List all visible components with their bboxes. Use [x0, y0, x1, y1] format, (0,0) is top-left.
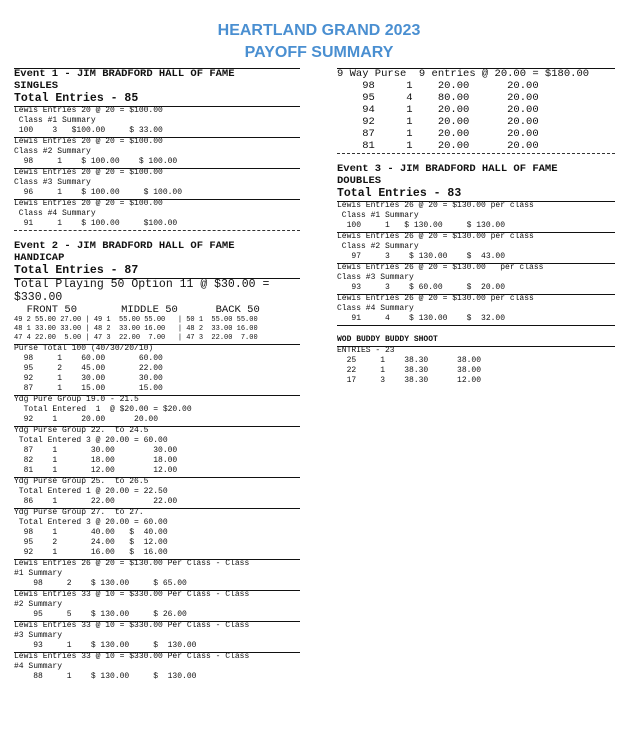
- text-line: 95 4 80.00 20.00: [337, 92, 539, 104]
- text-line: 98 1 20.00 20.00: [337, 80, 539, 92]
- text-line: #3 Summary: [14, 631, 63, 640]
- text-line: Class #1 Summary: [337, 211, 419, 220]
- text-line: Lewis Entries 33 @ 10 = $330.00 Per Class - Class: [14, 621, 300, 632]
- event-1-heading: Event 1 - JIM BRADFORD HALL OF FAME: [14, 68, 300, 81]
- text-line: 97 3 $ 130.00 $ 43.00: [337, 252, 506, 261]
- text-line: 98 1 40.00 $ 40.00: [14, 528, 168, 537]
- text-line: Class #3 Summary: [14, 178, 91, 187]
- document-title: HEARTLAND GRAND 2023: [217, 22, 421, 39]
- text-line: 92 1 30.00 30.00: [14, 374, 163, 383]
- text-line: Ydg Purse Group 22. to 24.5: [14, 426, 300, 437]
- text-line: Purse Total 100 (40/30/20/10): [14, 344, 300, 355]
- text-line: Lewis Entries 33 @ 10 = $330.00 Per Class - Class: [14, 590, 300, 601]
- text-line: 100 1 $ 130.00 $ 130.00: [337, 221, 506, 230]
- text-line: 100 3 $100.00 $ 33.00: [14, 126, 163, 135]
- text-line: #1 Summary: [14, 569, 63, 578]
- text-line: 87 1 15.00 15.00: [14, 384, 163, 393]
- text-line: 94 1 20.00 20.00: [337, 104, 539, 116]
- text-line: Lewis Entries 26 @ 20 = $130.00 per class: [337, 294, 615, 305]
- text-line: Lewis Entries 26 @ 20 = $130.00 per class: [337, 232, 615, 243]
- text-line: 47 4 22.00 5.00 | 47 3 22.00 7.00 | 47 3 22.00 7.00: [14, 334, 258, 342]
- text-line: 25 1 38.30 38.00: [337, 356, 482, 365]
- text-line: #4 Summary: [14, 662, 63, 671]
- text-line: Lewis Entries 26 @ 20 = $130.00 per class: [337, 201, 615, 212]
- text-line: Lewis Entries 33 @ 10 = $330.00 Per Class - Class: [14, 652, 300, 663]
- text-line: 87 1 20.00 20.00: [337, 128, 539, 140]
- event-2-heading: Event 2 - JIM BRADFORD HALL OF FAME: [14, 240, 235, 252]
- text-line: 96 1 $ 100.00 $ 100.00: [14, 188, 183, 197]
- text-line: Class #2 Summary: [14, 147, 91, 156]
- text-line: Total Entered 1 @ $20.00 = $20.00: [14, 405, 192, 414]
- text-line: Class #2 Summary: [337, 242, 419, 251]
- text-line: Lewis Entries 20 @ 20 = $100.00: [14, 106, 300, 117]
- text-line: #2 Summary: [14, 600, 63, 609]
- wod-buddy-heading: WOD BUDDY BUDDY SHOOT: [337, 335, 438, 344]
- text-line: 98 2 $ 130.00 $ 65.00: [14, 579, 187, 588]
- event-3-subtitle: DOUBLES: [337, 175, 382, 187]
- event-1-total-entries: Total Entries - 85: [14, 92, 139, 105]
- text-line: Total Playing 50 Option 11 @ $30.00 =: [14, 278, 300, 292]
- event-3-total-entries: Total Entries - 83: [337, 187, 462, 200]
- right-column: [337, 68, 615, 387]
- text-line: FRONT 50 MIDDLE 50 BACK 50: [14, 304, 260, 316]
- text-line: 95 2 24.00 $ 12.00: [14, 538, 168, 547]
- text-line: Total Entered 1 @ 20.00 = 22.50: [14, 487, 168, 496]
- event-2-subtitle: HANDICAP: [14, 252, 65, 264]
- text-line: 91 1 $ 100.00 $100.00: [14, 219, 178, 228]
- text-line: 81 1 12.00 12.00: [14, 466, 178, 475]
- text-line: 95 5 $ 130.00 $ 26.00: [14, 610, 187, 619]
- text-line: 98 1 60.00 60.00: [14, 354, 163, 363]
- text-line: Class #3 Summary: [337, 273, 414, 282]
- text-line: ENTRIES - 23: [337, 346, 615, 357]
- text-line: 86 1 22.00 22.00: [14, 497, 178, 506]
- text-line: 91 4 $ 130.00 $ 32.00: [337, 314, 506, 323]
- text-line: Ydg Pure Group 19.0 - 21.5: [14, 395, 300, 406]
- document-subtitle: PAYOFF SUMMARY: [244, 44, 394, 61]
- text-line: Ydg Purse Group 25. to 26.5: [14, 477, 300, 488]
- text-line: 95 2 45.00 22.00: [14, 364, 163, 373]
- text-line: Total Entered 3 @ 20.00 = 60.00: [14, 518, 168, 527]
- text-line: $330.00: [14, 291, 63, 304]
- text-line: Lewis Entries 20 @ 20 = $100.00: [14, 137, 300, 148]
- text-line: 92 1 16.00 $ 16.00: [14, 548, 168, 557]
- text-line: 81 1 20.00 20.00: [337, 140, 539, 152]
- text-line: 92 1 20.00 20.00: [337, 116, 539, 128]
- text-line: 87 1 30.00 30.00: [14, 446, 178, 455]
- text-line: 93 1 $ 130.00 $ 130.00: [14, 641, 197, 650]
- text-line: 17 3 38.30 12.00: [337, 376, 482, 385]
- text-line: Lewis Entries 20 @ 20 = $100.00: [14, 168, 300, 179]
- text-line: Total Entered 3 @ 20.00 = 60.00: [14, 436, 168, 445]
- text-line: 49 2 55.00 27.00 | 49 1 55.00 55.00 | 50 1 55.00 55.00: [14, 316, 258, 324]
- text-line: 48 1 33.00 33.00 | 48 2 33.00 16.00 | 48 2 33.00 16.00: [14, 325, 258, 333]
- text-line: Class #4 Summary: [337, 304, 414, 313]
- event-2-total-entries: Total Entries - 87: [14, 264, 139, 277]
- nine-way-purse-heading: 9 Way Purse 9 entries @ 20.00 = $180.00: [337, 68, 615, 81]
- text-line: 82 1 18.00 18.00: [14, 456, 178, 465]
- text-line: Lewis Entries 26 @ 20 = $130.00 Per Class - Class: [14, 559, 300, 570]
- text-line: Class #1 Summary: [14, 116, 96, 125]
- text-line: 98 1 $ 100.00 $ 100.00: [14, 157, 178, 166]
- left-column: [14, 68, 300, 683]
- text-line: Lewis Entries 26 @ 20 = $130.00 per class: [337, 263, 615, 274]
- text-line: 92 1 20.00 20.00: [14, 415, 159, 424]
- text-line: 22 1 38.30 38.00: [337, 366, 482, 375]
- text-line: 88 1 $ 130.00 $ 130.00: [14, 672, 197, 681]
- event-3-heading: Event 3 - JIM BRADFORD HALL OF FAME: [337, 163, 558, 175]
- text-line: 93 3 $ 60.00 $ 20.00: [337, 283, 506, 292]
- text-line: Lewis Entries 20 @ 20 = $100.00: [14, 199, 300, 210]
- text-line: Class #4 Summary: [14, 209, 96, 218]
- text-line: Ydg Purse Group 27. to 27.: [14, 508, 300, 519]
- event-1-subtitle: SINGLES: [14, 80, 59, 92]
